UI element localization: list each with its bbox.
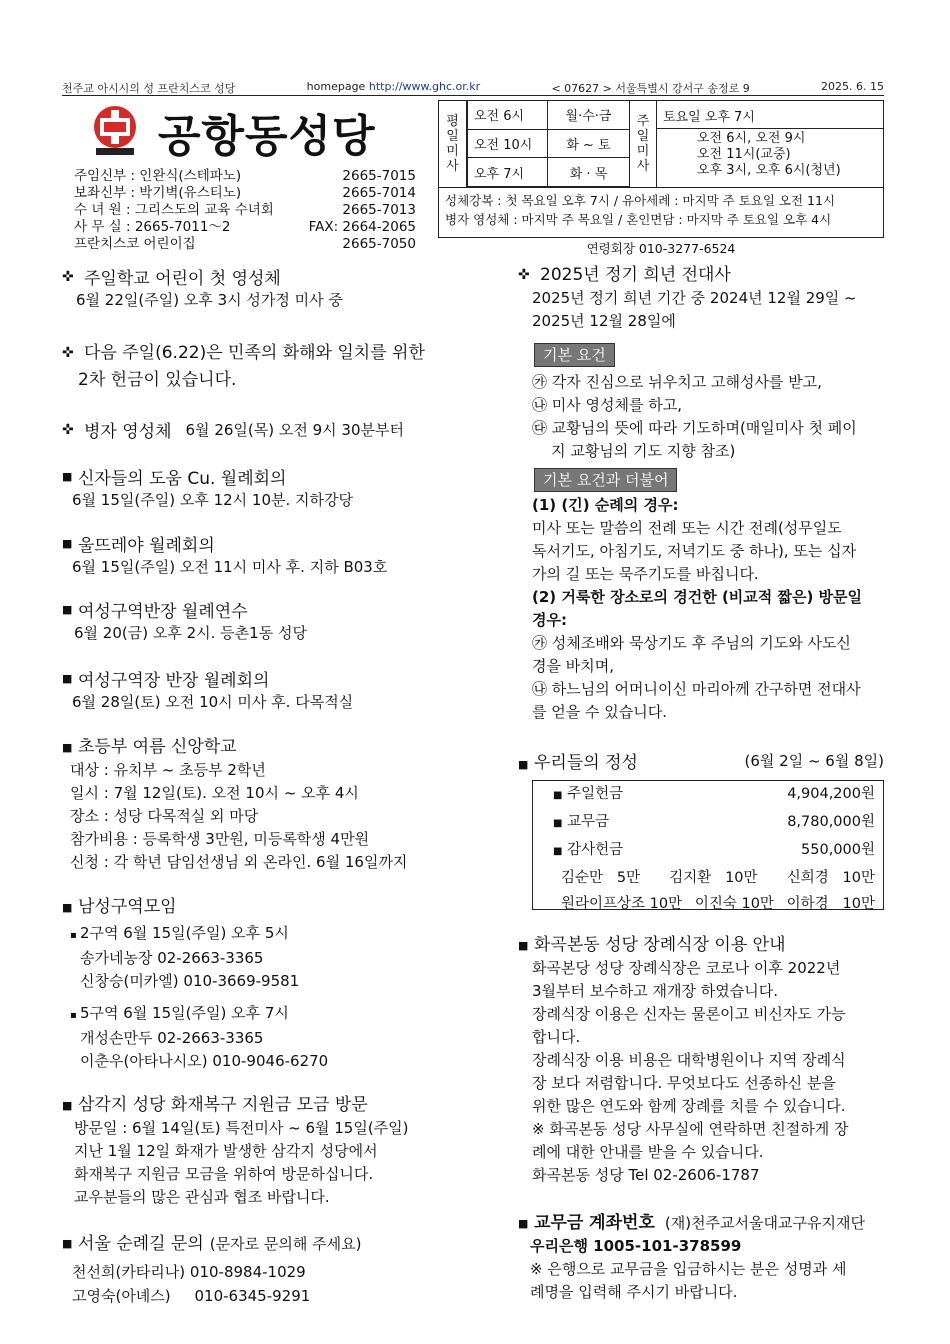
notice-summer-school: ■ 초등부 여름 신앙학교 대상 : 유치부 ~ 초등부 2학년 일시 : 7월 12일(토). 오전 10시 ~ 오후 4시 장소 : 성당 다목적실 외 마당 참가비용 : 등록학생 3만원, 미등록학생 4만원 신청 : 각 학년 담임선생님 외 온라인. 6월 16일까지 [62, 737, 408, 871]
donor-row: 김순만 5만 김지환 10만 신희경 10만 [561, 870, 875, 886]
mass-time: 오후 7시 [468, 158, 548, 187]
diamond-bullet-icon: ✜ [518, 267, 530, 283]
staff-phone: 2665-7050 [342, 236, 416, 252]
staff-role: 보좌신부 : 박기벽(유스티노) [74, 185, 242, 201]
notice-sick-communion: ✜ 병자 영성체 6월 26일(목) 오전 9시 30분부터 [62, 421, 404, 442]
offering-row: ■ 주일헌금 4,904,200원 [553, 786, 875, 802]
notice-funeral-hall: ■ 화곡본동 성당 장례식장 이용 안내 화곡본당 성당 장례식장은 코로나 이후 2022년 3월부터 보수하고 재개장 하였습니다. 장례식장 이용은 신자는 물론이고 비신자도 가능 합니다. 장례식장 이용 비용은 대학병원이나 지역 장례식 장 보다 저렴합니다. 무엇보다도 선종하신 분을 위한 많은 연도와 함께 장례를 치를 수 있습니다. ※ 화곡본동 성당 사무실에 연락하면 친절하게 장 례에 대한 안내를 받을 수 있습니다. 화곡본동 성당 Tel 02-2606-1787 [518, 935, 849, 1184]
staff-phone: 2665-7014 [342, 185, 416, 201]
mass-days: 화 · 목 [548, 158, 630, 187]
diamond-bullet-icon: ✜ [62, 268, 74, 285]
staff-role: 프란치스코 어린이집 [74, 236, 196, 252]
staff-row [74, 168, 416, 185]
weekday-mass-label: 평 일 미 사 [439, 101, 467, 187]
notice-jubilee-indulgence: ✜ 2025년 정기 희년 전대사 2025년 정기 희년 기간 중 2024년 12월 29일 ~ 2025년 12월 28일에 기본 요건 ㉮ 각자 진심으로 뉘우치고 고해성사를 받고, ㉯ 미사 영성체를 하고, ㉰ 교황님의 뜻에 따라 기도하며(매일미사 첫 페이 지 교황님의 기도 지향 참조) 기본 요건과 더불어 (1) (긴) 순례의 경우: 미사 또는 말씀의 전례 또는 시간 전례(성무일도 독서기도, 아침기도, 저녁기도 중 하나), 또는 십자 가의 길 또는 묵주기도를 바칩니다. (2) 거룩한 장소로의 경건한 (비교적 짧은) 방문일 경우: ㉮ 성체조배와 묵상기도 후 주님의 기도와 사도신 경을 바치며, ㉯ 하느님의 어머니이신 마리아께 간구하면 전대사 를 얻을 수 있습니다. [518, 265, 863, 721]
staff-role: 사 무 실 : 2665-7011～2 [74, 219, 231, 235]
staff-phone: 2665-7015 [342, 168, 416, 184]
church-logo-icon [92, 104, 138, 156]
square-bullet-icon: ■ [518, 1217, 529, 1230]
notice-women-leader-training: ■ 여성구역반장 월례연수 6월 20(금) 오후 2시. 등촌1동 성당 [62, 602, 307, 642]
notice-bank-account: ■ 교무금 계좌번호 (재)천주교서울대교구유지재단 우리은행 1005-101-378599 ※ 은행으로 교무금을 입금하시는 분은 성명과 세 례명을 입력해 주시기 바랍니다. [518, 1213, 865, 1301]
staff-row [74, 219, 416, 236]
donor-row: 원라이프상조 10만 이진숙 10만 이하경 10만 [561, 896, 875, 912]
notice-second-collection: ✜ 다음 주일(6.22)은 민족의 화해와 일치를 위한 2차 헌금이 있습니다. [62, 340, 425, 394]
sunday-vigil: 토요일 오후 7시 [657, 101, 883, 129]
homepage-label: homepage [306, 80, 366, 93]
square-bullet-icon: ■ [62, 537, 73, 550]
offering-row: ■ 감사헌금 550,000원 [553, 842, 875, 858]
page-title: 공항동성당 [158, 111, 376, 162]
square-bullet-icon: ■ [62, 901, 73, 914]
weekday-mass-table [467, 100, 630, 187]
staff-row [74, 236, 416, 253]
staff-phone: 2665-7013 [342, 202, 416, 218]
diamond-bullet-icon: ✜ [62, 345, 74, 361]
staff-row [74, 202, 416, 219]
sunday-times: 오전 6시, 오전 9시 오전 11시(교중) 오후 3시, 오후 6시(청년) [697, 131, 841, 178]
mass-time: 오전 6시 [468, 101, 548, 130]
mass-schedule [438, 100, 884, 256]
mass-days: 화 ~ 토 [548, 129, 630, 158]
header-line [62, 80, 884, 96]
offerings-table [532, 780, 884, 910]
staff-role: 수 녀 원 : 그리스도의 교육 수녀회 [74, 202, 274, 218]
square-bullet-icon: ■ [518, 758, 529, 771]
sunday-mass-label: 주 일 미 사 [629, 101, 657, 187]
address: < 07627 > 서울특별시 강서구 송정로 9 [551, 82, 750, 95]
staff-phone: FAX: 2664-2065 [308, 219, 416, 235]
staff-row [74, 185, 416, 202]
mass-time: 오전 10시 [468, 129, 548, 158]
notice-samgakji-fundraising: ■ 삼각지 성당 화재복구 지원금 모금 방문 방문일 : 6월 14일(토) 특전미사 ~ 6월 15일(주일) 지난 1월 12일 화재가 발생한 삼각지 성당에서 화재복구 지원금 모금을 위하여 방문하십니다. 교우분들의 많은 관심과 협조 바랍니다. [62, 1095, 409, 1206]
offering-row: ■ 교무금 8,780,000원 [553, 814, 875, 830]
sacrament-info: 성체강복 : 첫 목요일 오후 7시 / 유아세례 : 마지막 주 토요일 오전 11시 병자 영성체 : 마지막 주 목요일 / 혼인면담 : 마지막 주 토요일 오후 4시 [445, 193, 836, 227]
notice-men-district: ■ 남성구역모임 ▪ 2구역 6월 15일(주일) 오후 5시 송가네농장 02-2663-3365 신창승(미카엘) 010-3669-9581 ▪ 5구역 6월 15일(주일) 오후 7시 개성손만두 02-2663-3365 이춘우(아타나시오) 010-9046-6270 [62, 897, 329, 1070]
funeral-committee-contact: 연령회장 010-3277-6524 [586, 241, 736, 256]
bank-account-number: 우리은행 1005-101-378599 [530, 1237, 742, 1255]
square-bullet-icon: ■ [62, 1237, 73, 1250]
basic-requirements-tag: 기본 요건 [534, 343, 615, 367]
notice-cu-meeting: ■ 신자들의 도움 Cu. 월례회의 6월 15일(주일) 오후 12시 10분. 지하강당 [62, 469, 353, 509]
notice-women-leader-meeting: ■ 여성구역장 반장 월례회의 6월 28일(토) 오전 10시 미사 후. 다목적실 [62, 671, 354, 711]
notice-seoul-pilgrimage: ■ 서울 순례길 문의 (문자로 문의해 주세요) 천선희(카타리나) 010-8984-1029 고영숙(아녜스) 010-6345-9291 [62, 1234, 362, 1305]
square-bullet-icon: ■ [62, 603, 73, 616]
staff-role: 주임신부 : 인완식(스테파노) [74, 168, 242, 184]
square-bullet-icon: ■ [62, 1099, 73, 1112]
org-name: 천주교 아시시의 성 프란치스코 성당 [62, 82, 236, 95]
additional-requirements-tag: 기본 요건과 더불어 [534, 468, 677, 492]
homepage-link[interactable]: http://www.ghc.or.kr [368, 80, 481, 93]
notice-first-communion: ✜ 주일학교 어린이 첫 영성체 6월 22일(주일) 오후 3시 성가정 미사 중 [62, 268, 343, 309]
notice-ultreya: ■ 울뜨레야 월례회의 6월 15일(주일) 오전 11시 미사 후. 지하 B03호 [62, 536, 388, 576]
mass-days: 월·수·금 [548, 101, 630, 130]
header-divider [62, 95, 884, 96]
bulletin-date: 2025. 6. 15 [821, 80, 884, 93]
square-bullet-icon: ■ [518, 939, 529, 952]
square-bullet-icon: ■ [62, 672, 73, 685]
staff-contacts [74, 168, 416, 253]
offerings-header: ■ 우리들의 정성 (6월 2일 ~ 6월 8일) [518, 752, 884, 773]
square-bullet-icon: ■ [62, 741, 73, 754]
diamond-bullet-icon: ✜ [62, 421, 74, 438]
square-bullet-icon: ■ [62, 470, 73, 483]
